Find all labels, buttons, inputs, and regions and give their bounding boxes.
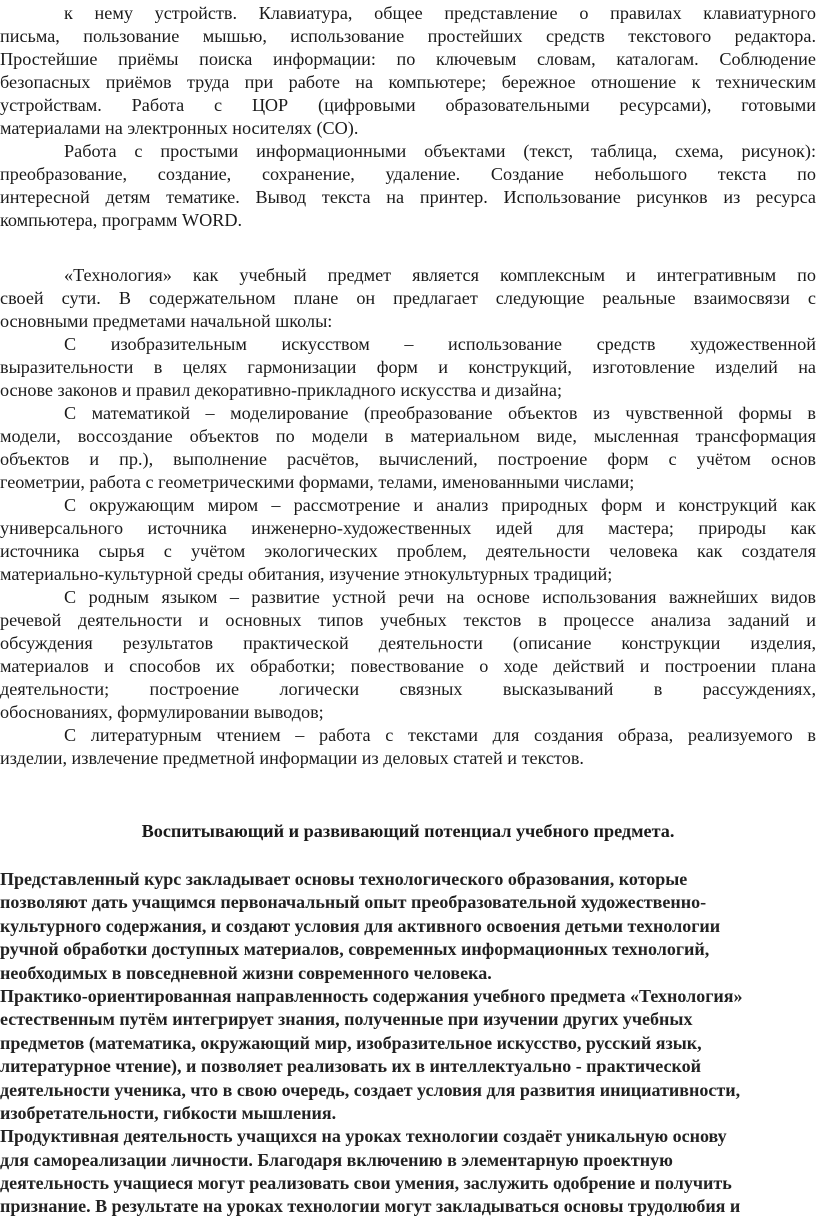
text-line: письма, пользование мышью, использование простейших средств текстового редактора. — [0, 26, 816, 46]
text-line: деятельности; построение логически связных высказываний в рассуждениях, — [0, 679, 816, 699]
text-line: основными предметами начальной школы: — [0, 311, 333, 331]
text-line: Простейшие приёмы поиска информации: по ключевым словам, каталогам. Соблюдение — [0, 49, 816, 69]
text-line: Продуктивная деятельность учащихся на уроках технологии создаёт уникальную основу — [0, 1126, 727, 1147]
text-line: Представленный курс закладывает основы технологического образования, которые — [0, 869, 688, 889]
text-line: Практико-ориентированная направленность содержания учебного предмета «Технология» — [0, 985, 743, 1006]
text-line: устройствам. Работа с ЦОР (цифровыми образовательными ресурсами), готовыми — [0, 95, 816, 115]
text-line: С окружающим миром – рассмотрение и анализ природных форм и конструкций как — [64, 495, 816, 515]
text-line: Работа с простыми информационными объектами (текст, таблица, схема, рисунок): — [64, 141, 816, 161]
text-line: С родным языком – развитие устной речи на основе использования важнейших видов — [64, 587, 816, 607]
text-line: материально-культурной среды обитания, изучение этнокультурных традиций; — [0, 564, 613, 584]
paragraph-interdisciplinary-links — [0, 264, 816, 770]
text-line: компьютера, программ WORD. — [0, 210, 243, 230]
text-line: преобразование, создание, сохранение, удаление. Создание небольшого текста по — [0, 164, 816, 184]
text-line: своей сути. В содержательном плане он предлагает следующие реальные взаимосвязи с — [0, 288, 816, 308]
paragraph-educational-potential — [0, 868, 816, 1219]
text-line: для самореализации личности. Благодаря включению в элементарную проектную — [0, 1149, 673, 1170]
text-line: естественным путём интегрирует знания, полученные при изучении других учебных — [0, 1009, 693, 1030]
text-line: речевой деятельности и основных типов учебных текстов в процессе анализа заданий и — [0, 610, 816, 630]
paragraph-computer-skills — [0, 2, 816, 232]
text-line: выразительности в целях гармонизации форм и конструкций, изготовление изделий на — [0, 357, 816, 377]
text-line: к нему устройств. Клавиатура, общее представление о правилах клавиатурного — [64, 3, 816, 23]
text-line: источника сырья с учётом экологических проблем, деятельности человека как создателя — [0, 541, 816, 561]
section-heading: Воспитывающий и развивающий потенциал учебного предмета. — [141, 821, 675, 841]
text-line: обсуждения результатов практической деятельности (описание конструкции изделия, — [0, 633, 816, 653]
text-line: С математикой – моделирование (преобразование объектов из чувственной формы в — [64, 403, 816, 423]
text-line: «Технология» как учебный предмет является комплексным и интегративным по — [64, 265, 816, 285]
text-line: ручной обработки доступных материалов, современных информационных технологий, — [0, 939, 710, 960]
text-line: изобретательности, гибкости мышления. — [0, 1102, 337, 1123]
text-line: предметов (математика, окружающий мир, изобразительное искусство, русский язык, — [0, 1032, 702, 1053]
text-line: признание. В результате на уроках технологии могут закладываться основы трудолюбия и — [0, 1196, 741, 1217]
text-line: деятельность учащиеся могут реализовать свои умения, заслужить одобрение и получить — [0, 1173, 732, 1194]
text-line: интересной детям тематике. Вывод текста на принтер. Использование рисунков из ресурса — [0, 187, 816, 207]
text-line: модели, воссоздание объектов по модели в материальном виде, мысленная трансформация — [0, 426, 816, 446]
text-line: необходимых в повседневной жизни современного человека. — [0, 962, 492, 983]
text-line: С изобразительным искусством – использование средств художественной — [64, 334, 816, 354]
text-line: объектов и пр.), выполнение расчётов, вычислений, построение форм с учётом основ — [0, 449, 816, 469]
text-line: материалами на электронных носителях (CO). — [0, 118, 359, 138]
text-line: материалов и способов их обработки; повествование о ходе действий и построении плана — [0, 656, 816, 676]
text-line: деятельности ученика, что в свою очередь, создает условия для развития инициативности, — [0, 1079, 741, 1100]
text-line: культурного содержания, и создают условия для активного освоения детьми технологии — [0, 915, 721, 936]
text-line: изделии, извлечение предметной информации из деловых статей и текстов. — [0, 748, 584, 768]
text-line: основе законов и правил декоративно-прикладного искусства и дизайна; — [0, 380, 562, 400]
text-line: универсального источника инженерно-художественных идей для мастера; природы как — [0, 518, 816, 538]
text-line: С литературным чтением – работа с текстами для создания образа, реализуемого в — [64, 725, 816, 745]
text-line: обоснованиях, формулировании выводов; — [0, 702, 324, 722]
text-line: литературное чтение), и позволяет реализовать их в интеллектуально - практической — [0, 1056, 702, 1077]
text-line: геометрии, работа с геометрическими формами, телами, именованными числами; — [0, 472, 635, 492]
text-line: позволяют дать учащимся первоначальный опыт преобразовательной художественно- — [0, 892, 707, 913]
text-line: безопасных приёмов труда при работе на компьютере; бережное отношение к техническим — [0, 72, 816, 92]
